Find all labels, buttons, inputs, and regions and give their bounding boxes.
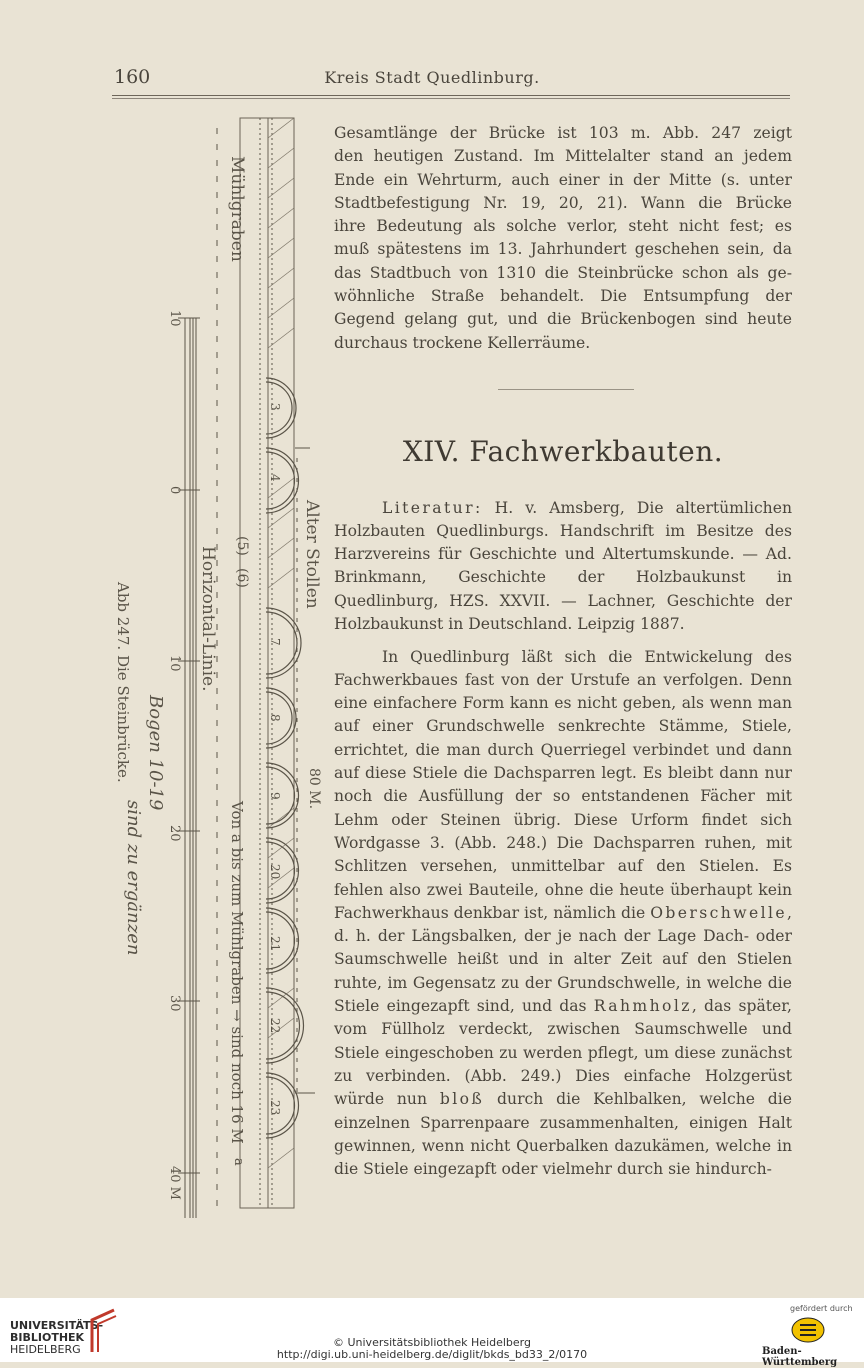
label-a: a: [231, 1158, 246, 1166]
arch-number: 4: [268, 474, 282, 482]
text-line: das Stadtbuch von 1310 die Steinbrücke schon als ge-: [334, 263, 792, 282]
scale-label: 10: [167, 655, 182, 672]
fachwerk-text: , das später, vom Füllholz verdeckt, zwischen Saumschwelle und Stiele eingeschoben zu werden pflegt, um diese zunächst zu verbinden. (Abb. 249.) Dies einfache Holzgerüst würde nun: [334, 997, 792, 1109]
funded-by-label: gefördert durch: [790, 1304, 853, 1313]
arch-number: 21: [268, 936, 282, 952]
text-line: wöhnliche Straße behandelt. Die Entsumpfung der: [334, 287, 792, 306]
copyright-notice: © Universitätsbibliothek Heidelberg: [332, 1336, 531, 1349]
fachwerk-text: durch die Kehlbalken, welche die einzelnen Sparrenpaare zusammenhalten, einigen Halt gewinnen, wenn nicht Querbalken dazukämen, welche in die Stiele eingezapft oder vielmehr durch sie hindurch-: [334, 1090, 792, 1179]
arch-number: 23: [268, 1100, 282, 1116]
text-line: durchaus trockene Kellerräume.: [334, 333, 591, 352]
arch-number: 7: [268, 638, 282, 646]
scale-label: 20: [167, 825, 182, 842]
funder-name[interactable]: Baden-Württemberg: [762, 1346, 838, 1368]
figure-steinbruecke: [100, 108, 325, 1258]
scale-label: 40 M: [167, 1166, 182, 1200]
label-ergaenzen: sind zu ergänzen: [123, 800, 144, 956]
arch-number: 8: [268, 714, 282, 722]
bw-coat-of-arms-icon: [790, 1316, 826, 1344]
fachwerk-text: , d. h. der Längsbalken, der je nach der Lage Dach- oder Saumschwelle heißt und in alter Zeit auf den Stielen ruhte, im Gegensatz zu der Grundschwelle, in welche die Stiele eingezapft sind, und das: [334, 903, 792, 1016]
text-line: Stadtbefestigung Nr. 19, 20, 21). Wann die Brücke: [334, 193, 792, 212]
page-number: 160: [114, 66, 151, 88]
section-heading: XIV. Fachwerkbauten.: [402, 435, 724, 468]
arch-number: 20: [268, 864, 282, 880]
arch-number: 9: [268, 792, 282, 800]
running-head: Kreis Stadt Quedlinburg.: [324, 68, 540, 87]
label-dim-80: 80 M.: [306, 768, 322, 810]
label-von-a-bis: Von a bis zum Mühlgraben → sind noch 16 M: [228, 801, 246, 1144]
permalink[interactable]: http://digi.ub.uni-heidelberg.de/diglit/bkds_bd33_2/0170: [276, 1348, 588, 1361]
header-rule-2: [112, 98, 790, 99]
arch-number: 3: [268, 403, 282, 411]
text-line: muß spätestens im 13. Jahrhundert geschehen sein, da: [334, 240, 792, 259]
figure-caption: Abb 247. Die Steinbrücke.: [114, 582, 132, 783]
fachwerk-text: In Quedlinburg läßt sich die Entwickelung des Fachwerkbaues fast von der Urstufe an verfolgen. Denn eine einfachere Form kann es nicht geben, als wenn man auf einer Grundschwelle senkrechte Stämme, Stiele, errichtet, die man durch Querriegel verbindet und dann auf diese Stiele die Dachsparren legt. Es bleibt dann nur noch die Ausfüllung der so entstandenen Fächer mit Lehm oder Steinen übrig. Diese Urform findet sich Wordgasse 3. (Abb. 248.) Die Dachsparren ruhen, mit Schlitzen versehen, unmittelbar auf den Stielen. Es fehlen also zwei Bauteile, ohne die heute überhaupt kein Fachwerkhaus denkbar ist, nämlich die: [334, 647, 792, 922]
footer-bar: [0, 1298, 864, 1368]
label-bogen: Bogen 10-19: [145, 695, 166, 811]
header-rule: [112, 95, 790, 96]
term-rahmholz: Rahmholz: [593, 997, 692, 1016]
label-horizontal-linie: Horizontal-Linie.: [198, 546, 218, 692]
term-bloss: bloß: [439, 1090, 485, 1109]
arch-number: (6): [234, 568, 250, 588]
paragraph-fachwerk: [334, 646, 792, 1182]
scale-label: 10: [167, 310, 182, 327]
text-line: Gesamtlänge der Brücke ist 103 m. Abb. 247 zeigt: [334, 124, 792, 142]
term-oberschwelle: Oberschwelle: [650, 903, 788, 922]
scale-label: 0: [167, 486, 182, 495]
section-divider: [498, 389, 634, 390]
text-line: ihre Bedeutung als solche verlor, steht nicht fest; es: [334, 217, 792, 236]
library-name-line: HEIDELBERG: [10, 1343, 81, 1356]
scale-label: 30: [167, 995, 182, 1012]
paragraph-bridge: [334, 122, 792, 355]
text-line: den heutigen Zustand. Im Mittelalter stand an jedem: [334, 147, 792, 166]
paragraph-literature: [334, 497, 792, 637]
arch-number: 22: [268, 1018, 282, 1034]
arch-number: (5): [234, 536, 250, 556]
literature-text: H. v. Amsberg, Die altertümlichen Holzbauten Quedlinburgs. Handschrift im Besitze des Harzvereins für Geschichte und Altertumskunde. — Ad. Brinkmann, Geschichte der Holzbaukunst in Quedlinburg, HZS. XXVII. — Lachner, Geschichte der Holzbaukunst in Deutschland. Leipzig 1887.: [334, 498, 792, 634]
literature-label: Literatur:: [382, 498, 483, 517]
label-alter-stollen: Alter Stollen: [302, 500, 322, 609]
text-line: Ende ein Wehrturm, auch einer in der Mitte (s. unter: [334, 170, 792, 189]
text-line: Gegend gelang gut, und die Brückenbogen sind heute: [334, 310, 792, 329]
label-muehlgraben: Mühlgraben: [227, 156, 247, 262]
library-name-line: BIBLIOTHEK: [10, 1331, 85, 1344]
library-name-line: UNIVERSITÄTS-: [10, 1319, 104, 1332]
